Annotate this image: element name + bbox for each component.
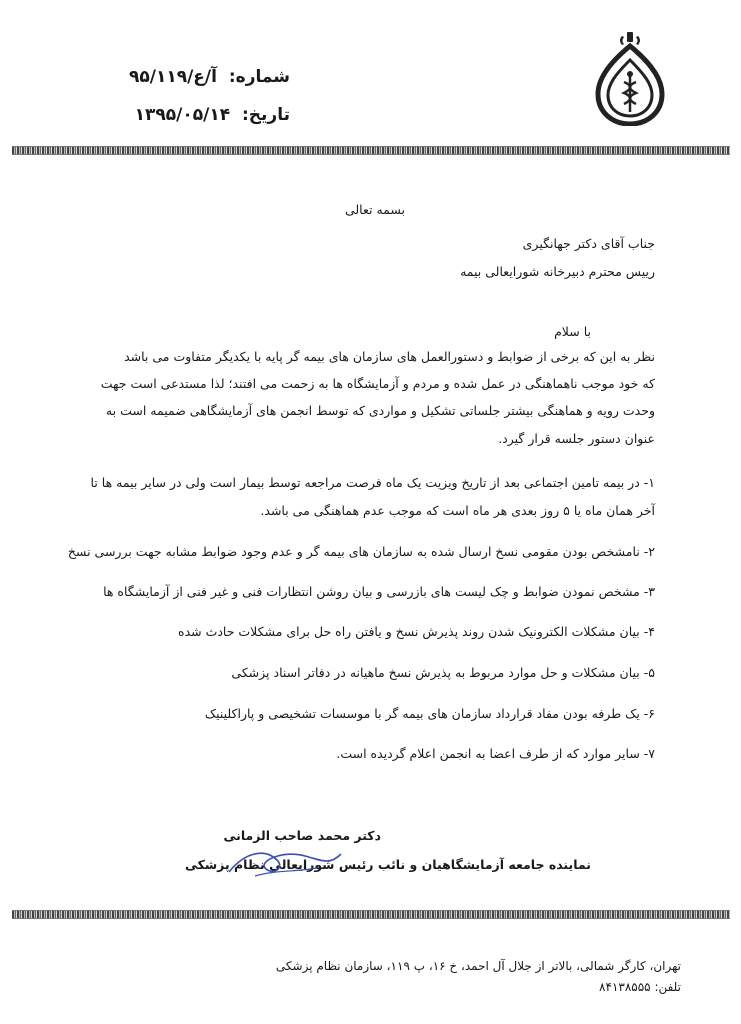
header-divider xyxy=(12,146,730,155)
intro-line: نظر به این که برخی از ضوابط و دستورالعمل های سازمان های بیمه گر پایه با یکدیگر متفاوت می باشد xyxy=(124,349,655,364)
footer-divider xyxy=(12,910,730,919)
letter-date xyxy=(100,104,290,126)
recipient-name: جناب آقای دکتر جهانگیری xyxy=(522,236,655,251)
number-label: شماره: xyxy=(228,67,290,87)
date-value: ۱۳۹۵/۰۵/۱۴ xyxy=(134,105,231,125)
invocation: بسمه تعالی xyxy=(344,202,406,217)
agenda-item-1-cont: آخر همان ماه یا ۵ روز بعدی هر ماه است که موجب عدم هماهنگی می باشد. xyxy=(260,503,655,518)
intro-line: عنوان دستور جلسه قرار گیرد. xyxy=(498,431,655,446)
agenda-item-2: ۲- نامشخص بودن مقومی نسخ ارسال شده به سازمان های بیمه گر و عدم وجود ضوابط مشابه جهت بررسی نسخ xyxy=(67,544,655,559)
agenda-item-3: ۳- مشخص نمودن ضوابط و چک لیست های بازرسی و بیان روشن انتظارات فنی و غیر فنی از آزمایشگاه ها xyxy=(103,584,655,599)
signer-name: دکتر محمد صاحب الزمانی xyxy=(223,828,381,843)
signer-title: نماینده جامعه آزمایشگاهیان و نائب رئیس شورایعالی نظام پزشکی xyxy=(184,857,591,872)
handwritten-signature xyxy=(225,842,345,882)
agenda-item-6: ۶- یک طرفه بودن مفاد قرارداد سازمان های بیمه گر با موسسات تشخیصی و پاراکلینیک xyxy=(204,706,655,721)
phone-value: ۸۴۱۳۸۵۵۵ xyxy=(599,980,651,994)
agenda-item-1: ۱- در بیمه تامین اجتماعی بعد از تاریخ ویزیت یک ماه فرصت مراجعه توسط بیمار است ولی در سایر بیمه ها تا xyxy=(90,475,655,490)
number-value: آ/ع/۹۵/۱۱۹ xyxy=(129,67,217,87)
greeting: با سلام xyxy=(554,324,591,339)
letter-number xyxy=(100,66,290,88)
footer-address: تهران، کارگر شمالی، بالاتر از جلال آل احمد، خ ۱۶، پ ۱۱۹، سازمان نظام پزشکی xyxy=(275,959,681,973)
footer-phone xyxy=(599,977,681,997)
medical-council-logo-icon xyxy=(594,30,666,126)
intro-line: که خود موجب ناهماهنگی در عمل شده و مردم و آزمایشگاه ها به زحمت می افتند؛ لذا مستدعی است جهت xyxy=(100,376,655,391)
agenda-item-5: ۵- بیان مشکلات و حل موارد مربوط به پذیرش نسخ ماهیانه در دفاتر اسناد پزشکی xyxy=(231,665,655,680)
phone-label: تلفن: xyxy=(654,980,681,994)
agenda-item-7: ۷- سایر موارد که از طرف اعضا به انجمن اعلام گردیده است. xyxy=(336,746,655,761)
intro-line: وحدت رویه و هماهنگی بیشتر جلساتی تشکیل و مواردی که توسط انجمن های آزمایشگاهی ضمیمه است به xyxy=(105,403,655,418)
agenda-item-4: ۴- بیان مشکلات الکترونیک شدن روند پذیرش نسخ و یافتن راه حل برای مشکلات حادث شده xyxy=(178,624,655,639)
recipient-title: رییس محترم دبیرخانه شورایعالی بیمه xyxy=(460,264,655,279)
date-label: تاریخ: xyxy=(242,105,290,125)
